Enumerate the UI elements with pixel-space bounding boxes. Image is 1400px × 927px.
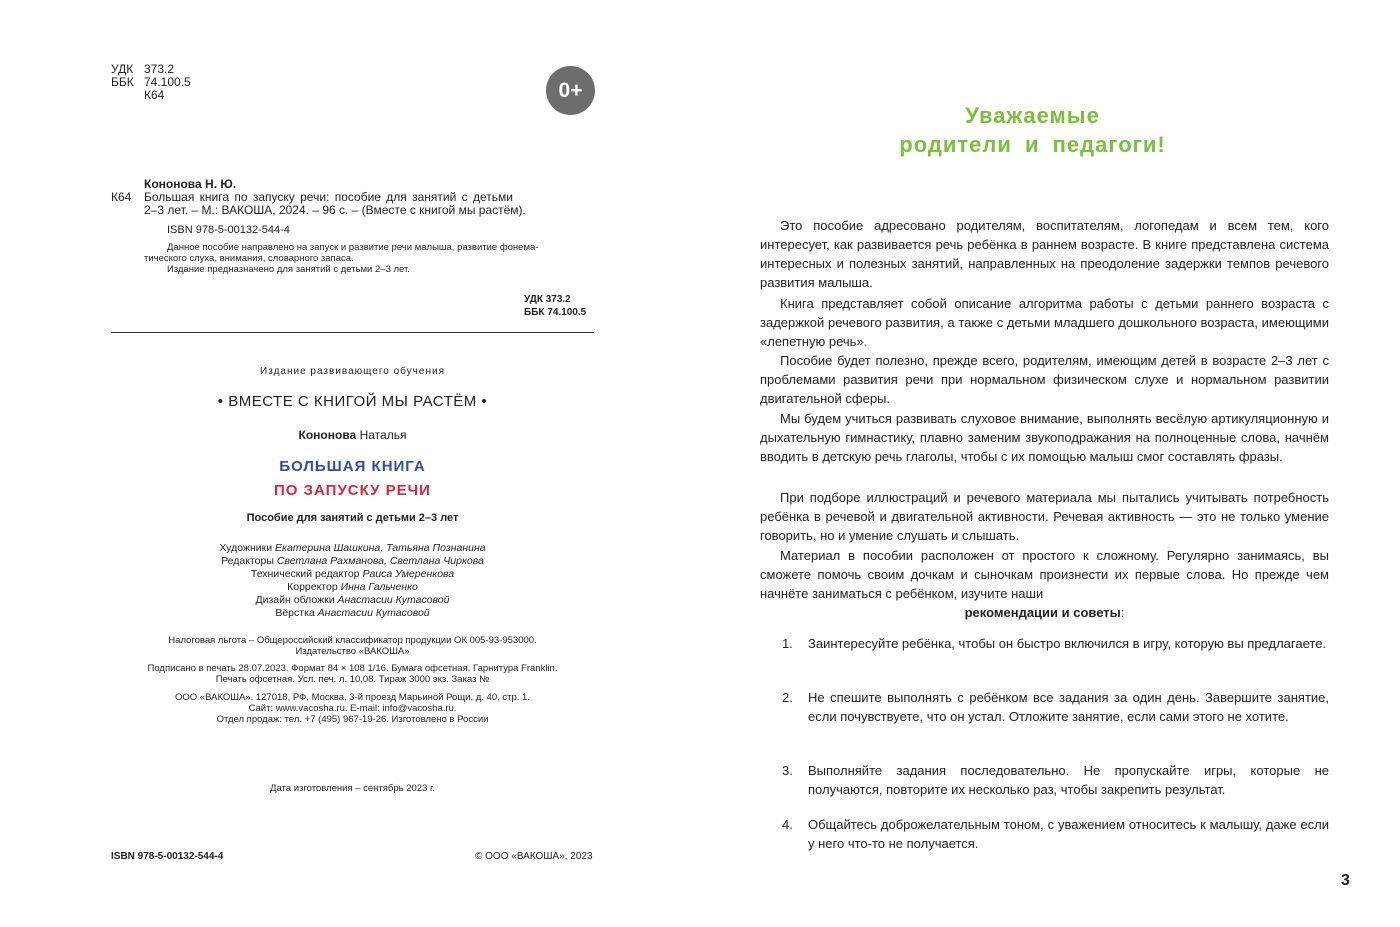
publisher-line-2: Сайт: www.vacosha.ru. E-mail: info@vacosha.ru. [248, 703, 457, 714]
credit-role: Вёрстка [275, 607, 315, 619]
last-paragraph-text: Материал в пособии расположен от простого к сложному. Регулярно занимаясь, вы сможете помочь своим дочкам и сыночкам произнести их первые слова. Но прежде чем начнёте заниматься с ребёнком, изучите наши [760, 548, 1329, 601]
list-item: Выполняйте задания последовательно. Не пропускайте игры, которые не получаются, повторите их несколько раз, чтобы закрепить результат. [808, 763, 1329, 797]
list-item-number: 1. [782, 636, 793, 651]
biblio-author: Кононова Н. Ю. [144, 177, 237, 191]
page-number: 3 [1341, 872, 1350, 889]
biblio-isbn: ISBN 978-5-00132-544-4 [167, 224, 290, 236]
credit-role: Дизайн обложки [255, 594, 335, 606]
biblio-description-2: 2–3 лет. – М.: ВАКОША, 2024. – 96 с. – (Вместе с книгой мы растём). [144, 203, 526, 217]
credit-role: Редакторы [221, 555, 274, 567]
biblio-description-1: Большая книга по запуску речи: пособие для занятий с детьми [144, 190, 513, 204]
udk-label: УДК [111, 62, 134, 76]
credit-names: Инна Гальченко [340, 581, 418, 593]
credit-line [111, 581, 594, 593]
list-item-number: 2. [782, 690, 793, 705]
intro-paragraph: Пособие будет полезно, прежде всего, родителям, имеющим детей в возрасте 2–3 лет с проблемами развития речи при нормальном физическом слухе и нормальном развитии двигательной сферы. [760, 353, 1329, 406]
credit-names: Анастасии Кутасовой [337, 594, 450, 606]
credit-line [111, 568, 594, 580]
isbn-bottom: ISBN 978-5-00132-544-4 [111, 851, 224, 862]
manufacture-date: Дата изготовления – сентябрь 2023 г. [270, 783, 435, 794]
intro-paragraph-last [760, 546, 1329, 622]
credit-line [111, 594, 594, 606]
biblio-bbk: ББК 74.100.5 [524, 307, 587, 318]
credit-line [111, 542, 594, 554]
greeting-heading-line1: Уважаемые [965, 103, 1100, 128]
credit-line [111, 607, 594, 619]
credit-names: Анастасии Кутасовой [317, 607, 430, 619]
age-rating-badge: 0+ [546, 66, 595, 115]
list-item-number: 3. [782, 763, 793, 778]
print-line-1: Подписано в печать 28.07.2023. Формат 84 × 108 1/16. Бумага офсетная. Гарнитура Franklin. [147, 663, 558, 674]
recommendations-bold: рекомендации и советы [964, 605, 1121, 620]
credit-line [111, 555, 594, 567]
tax-line-1: Налоговая льгота – Общероссийский классификатор продукции ОК 005-93-953000. [168, 635, 537, 646]
list-item-number: 4. [782, 817, 793, 832]
tax-line-2: Издательство «ВАКОША» [295, 646, 410, 657]
list-item: Общайтесь доброжелательным тоном, с уважением относитесь к малышу, даже если у него что-то не получается. [808, 817, 1329, 851]
greeting-heading-line2: родители и педагоги! [899, 132, 1166, 157]
book-title-line2: ПО ЗАПУСКУ РЕЧИ [274, 482, 431, 499]
divider-line [111, 332, 594, 333]
last-paragraph-colon: : [1120, 605, 1125, 620]
udk-value: 373.2 [144, 62, 175, 76]
list-item: Не спешите выполнять с ребёнком все задания за один день. Завершите занятие, если почувствуете, что он устал. Отложите занятие, если сами этого не хотите. [808, 690, 1329, 724]
bbk-label: ББК [111, 75, 134, 89]
publisher-line-1: ООО «ВАКОША». 127018, РФ, Москва, 3-й проезд Марьиной Рощи, д. 40, стр. 1. [175, 692, 530, 703]
credit-names: Светлана Рахманова, Светлана Чиркова [276, 555, 484, 567]
credit-role: Художники [219, 542, 273, 554]
intro-paragraph: Книга представляет собой описание алгоритма работы с детьми раннего возраста с задержкой речевого развития, а также с детьми младшего дошкольного возраста, имеющими «лепетную речь». [760, 296, 1329, 349]
biblio-udk: УДК 373.2 [524, 294, 571, 305]
list-item: Заинтересуйте ребёнка, чтобы он быстро включился в игру, которую вы предлагаете. [808, 636, 1327, 651]
bbk-value: 74.100.5 [144, 75, 191, 89]
edition-type: Издание развивающего обучения [260, 366, 445, 377]
credit-role: Технический редактор [250, 568, 360, 580]
author-name: Наталья [359, 428, 407, 442]
book-subtitle: Пособие для занятий с детьми 2–3 лет [246, 512, 459, 524]
biblio-code: К64 [111, 190, 132, 204]
biblio-annotation-1: Данное пособие направлено на запуск и развитие речи малыша, развитие фонема- [167, 242, 539, 253]
series-name: • ВМЕСТЕ С КНИГОЙ МЫ РАСТЁМ • [217, 393, 488, 410]
author-surname: Кононова [298, 428, 357, 442]
author-fullname [111, 428, 594, 442]
biblio-annotation-3: Издание предназначено для занятий с детьми 2–3 лет. [167, 264, 410, 275]
print-line-2: Печать офсетная. Усл. печ. л. 10,08. Тираж 3000 экз. Заказ № [215, 674, 490, 685]
intro-paragraph: При подборе иллюстраций и речевого материала мы пытались учитывать потребность ребёнка в речевой и двигательной активности. Речевая активность — это не только умение говорить, но и умение слушать и слышать. [760, 490, 1329, 543]
intro-paragraph: Это пособие адресовано родителям, воспитателям, логопедам и всем тем, кого интересует, как развивается речь ребёнка в раннем возрасте. В книге представлена система интересных и полезных занятий, направленных на преодоление задержки темпов речевого развития малыша. [760, 218, 1329, 290]
credit-role: Корректор [287, 581, 338, 593]
author-code: К64 [144, 88, 165, 102]
copyright: © ООО «ВАКОША», 2023 [475, 851, 593, 862]
publisher-line-3: Отдел продаж: тел. +7 (495) 967-19-26. Изготовлено в России [216, 714, 489, 725]
book-title-line1: БОЛЬШАЯ КНИГА [279, 458, 426, 475]
credit-names: Екатерина Шашкина, Татьяна Познанина [275, 542, 486, 554]
intro-paragraph: Мы будем учиться развивать слуховое внимание, выполнять весёлую артикуляционную и дыхательную гимнастику, плавно заменим звукоподражания на полноценные слова, начнём вводить в детскую речь глаголы, чтобы с их помощью малыш смог составлять фразы. [760, 411, 1329, 464]
biblio-annotation-2: тического слуха, внимания, словарного запаса. [144, 253, 354, 264]
credit-names: Раиса Умеренкова [362, 568, 455, 580]
